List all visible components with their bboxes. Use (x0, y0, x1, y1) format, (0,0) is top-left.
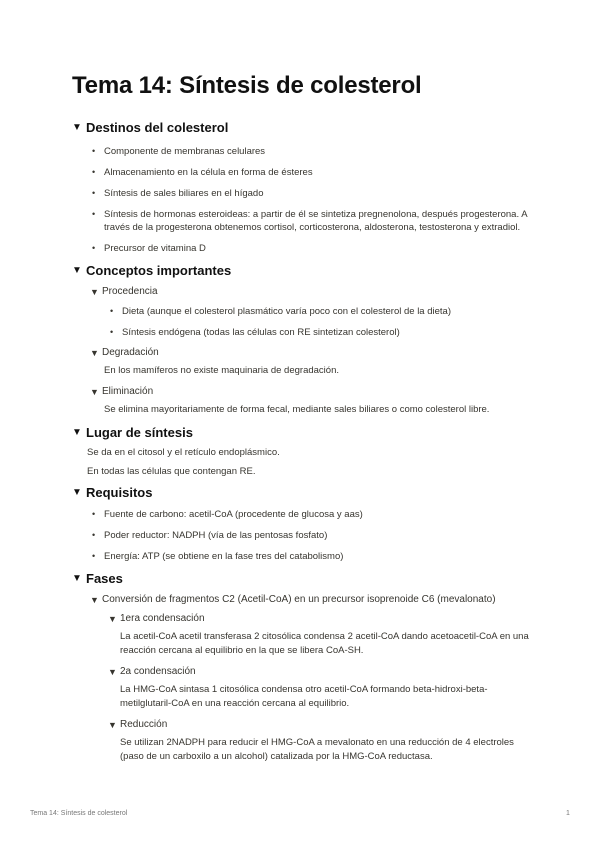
list-item: • Síntesis endógena (todas las células con RE sintetizan colesterol) (122, 326, 532, 339)
footer-title: Tema 14: Síntesis de colesterol (30, 810, 128, 817)
heading-degradacion: Degradación (102, 347, 159, 358)
text-condensacion-2: La HMG-CoA sintasa 1 citosólica condensa otro acetil-CoA formando beta-hidroxi-beta-metilglutaril-CoA en una reacción cercana al equilibrio. (120, 684, 488, 709)
toggle-conceptos[interactable] (72, 263, 532, 278)
page-number: 1 (566, 810, 570, 817)
heading-conceptos: Conceptos importantes (86, 263, 232, 278)
triangle-down-icon: ▼ (90, 286, 99, 297)
triangle-down-icon: ▼ (72, 487, 82, 498)
list-procedencia (90, 305, 532, 339)
list-destinos (72, 145, 532, 255)
list-item: • Componente de membranas celulares (104, 145, 532, 158)
list-item: • Energía: ATP (se obtiene en la fase tres del catabolismo) (104, 550, 532, 563)
heading-lugar: Lugar de síntesis (86, 425, 193, 440)
toggle-lugar[interactable] (72, 425, 532, 440)
list-item: • Precursor de vitamina D (104, 242, 532, 255)
toggle-degradacion[interactable] (90, 347, 532, 358)
toggle-condensacion-2[interactable] (108, 666, 532, 677)
list-item: • Síntesis de sales biliares en el hígado (104, 187, 532, 200)
list-item: • Dieta (aunque el colesterol plasmático varía poco con el colesterol de la dieta) (122, 305, 532, 318)
triangle-down-icon: ▼ (72, 122, 82, 133)
triangle-down-icon: ▼ (108, 666, 117, 677)
toggle-destinos[interactable] (72, 120, 532, 135)
toggle-eliminacion[interactable] (90, 386, 532, 397)
triangle-down-icon: ▼ (90, 386, 99, 397)
heading-condensacion-2: 2a condensación (120, 666, 196, 677)
text-degradacion: En los mamíferos no existe maquinaria de degradación. (104, 365, 339, 376)
list-item: • Poder reductor: NADPH (vía de las pentosas fosfato) (104, 529, 532, 542)
heading-conversion: Conversión de fragmentos C2 (Acetil-CoA) en un precursor isoprenoide C6 (mevalonato) (102, 594, 496, 605)
triangle-down-icon: ▼ (72, 427, 82, 438)
heading-requisitos: Requisitos (86, 485, 153, 500)
toggle-condensacion-1[interactable] (108, 613, 532, 624)
toggle-procedencia[interactable] (90, 286, 532, 297)
toggle-conversion[interactable] (90, 594, 532, 605)
text-eliminacion: Se elimina mayoritariamente de forma fecal, mediante sales biliares o como colesterol libre. (104, 404, 490, 415)
toggle-requisitos[interactable] (72, 485, 532, 500)
heading-destinos: Destinos del colesterol (86, 120, 229, 135)
list-requisitos (72, 508, 532, 563)
text-lugar-2: En todas las células que contengan RE. (87, 466, 256, 477)
triangle-down-icon: ▼ (72, 573, 82, 584)
triangle-down-icon: ▼ (108, 719, 117, 730)
list-item: • Síntesis de hormonas esteroideas: a partir de él se sintetiza pregnenolona, después progesterona. A través de la progesterona obtenemos cortisol, corticosterona, aldosterona, testosterona y extradiol. (104, 208, 532, 234)
list-item: • Almacenamiento en la célula en forma de ésteres (104, 166, 532, 179)
content (72, 120, 532, 764)
text-reduccion: Se utilizan 2NADPH para reducir el HMG-CoA a mevalonato en una reducción de 4 electroles (paso de un carboxilo a un alcohol) catalizada por la HMG-CoA reductasa. (120, 737, 514, 762)
heading-procedencia: Procedencia (102, 286, 158, 297)
heading-condensacion-1: 1era condensación (120, 613, 205, 624)
toggle-reduccion[interactable] (108, 719, 532, 730)
list-item: • Fuente de carbono: acetil-CoA (procedente de glucosa y aas) (104, 508, 532, 521)
text-lugar-1: Se da en el citosol y el retículo endoplásmico. (87, 447, 280, 458)
heading-fases: Fases (86, 571, 123, 586)
toggle-fases[interactable] (72, 571, 532, 586)
triangle-down-icon: ▼ (90, 594, 99, 605)
heading-reduccion: Reducción (120, 719, 168, 730)
page-title: Tema 14: Síntesis de colesterol (72, 72, 422, 99)
heading-eliminacion: Eliminación (102, 386, 154, 397)
text-condensacion-1: La acetil-CoA acetil transferasa 2 citosólica condensa 2 acetil-CoA dando acetoacetil-CoA en una reacción cercana al equilibrio en la que se libera CoA-SH. (120, 631, 529, 656)
triangle-down-icon: ▼ (72, 265, 82, 276)
triangle-down-icon: ▼ (108, 613, 117, 624)
triangle-down-icon: ▼ (90, 347, 99, 358)
